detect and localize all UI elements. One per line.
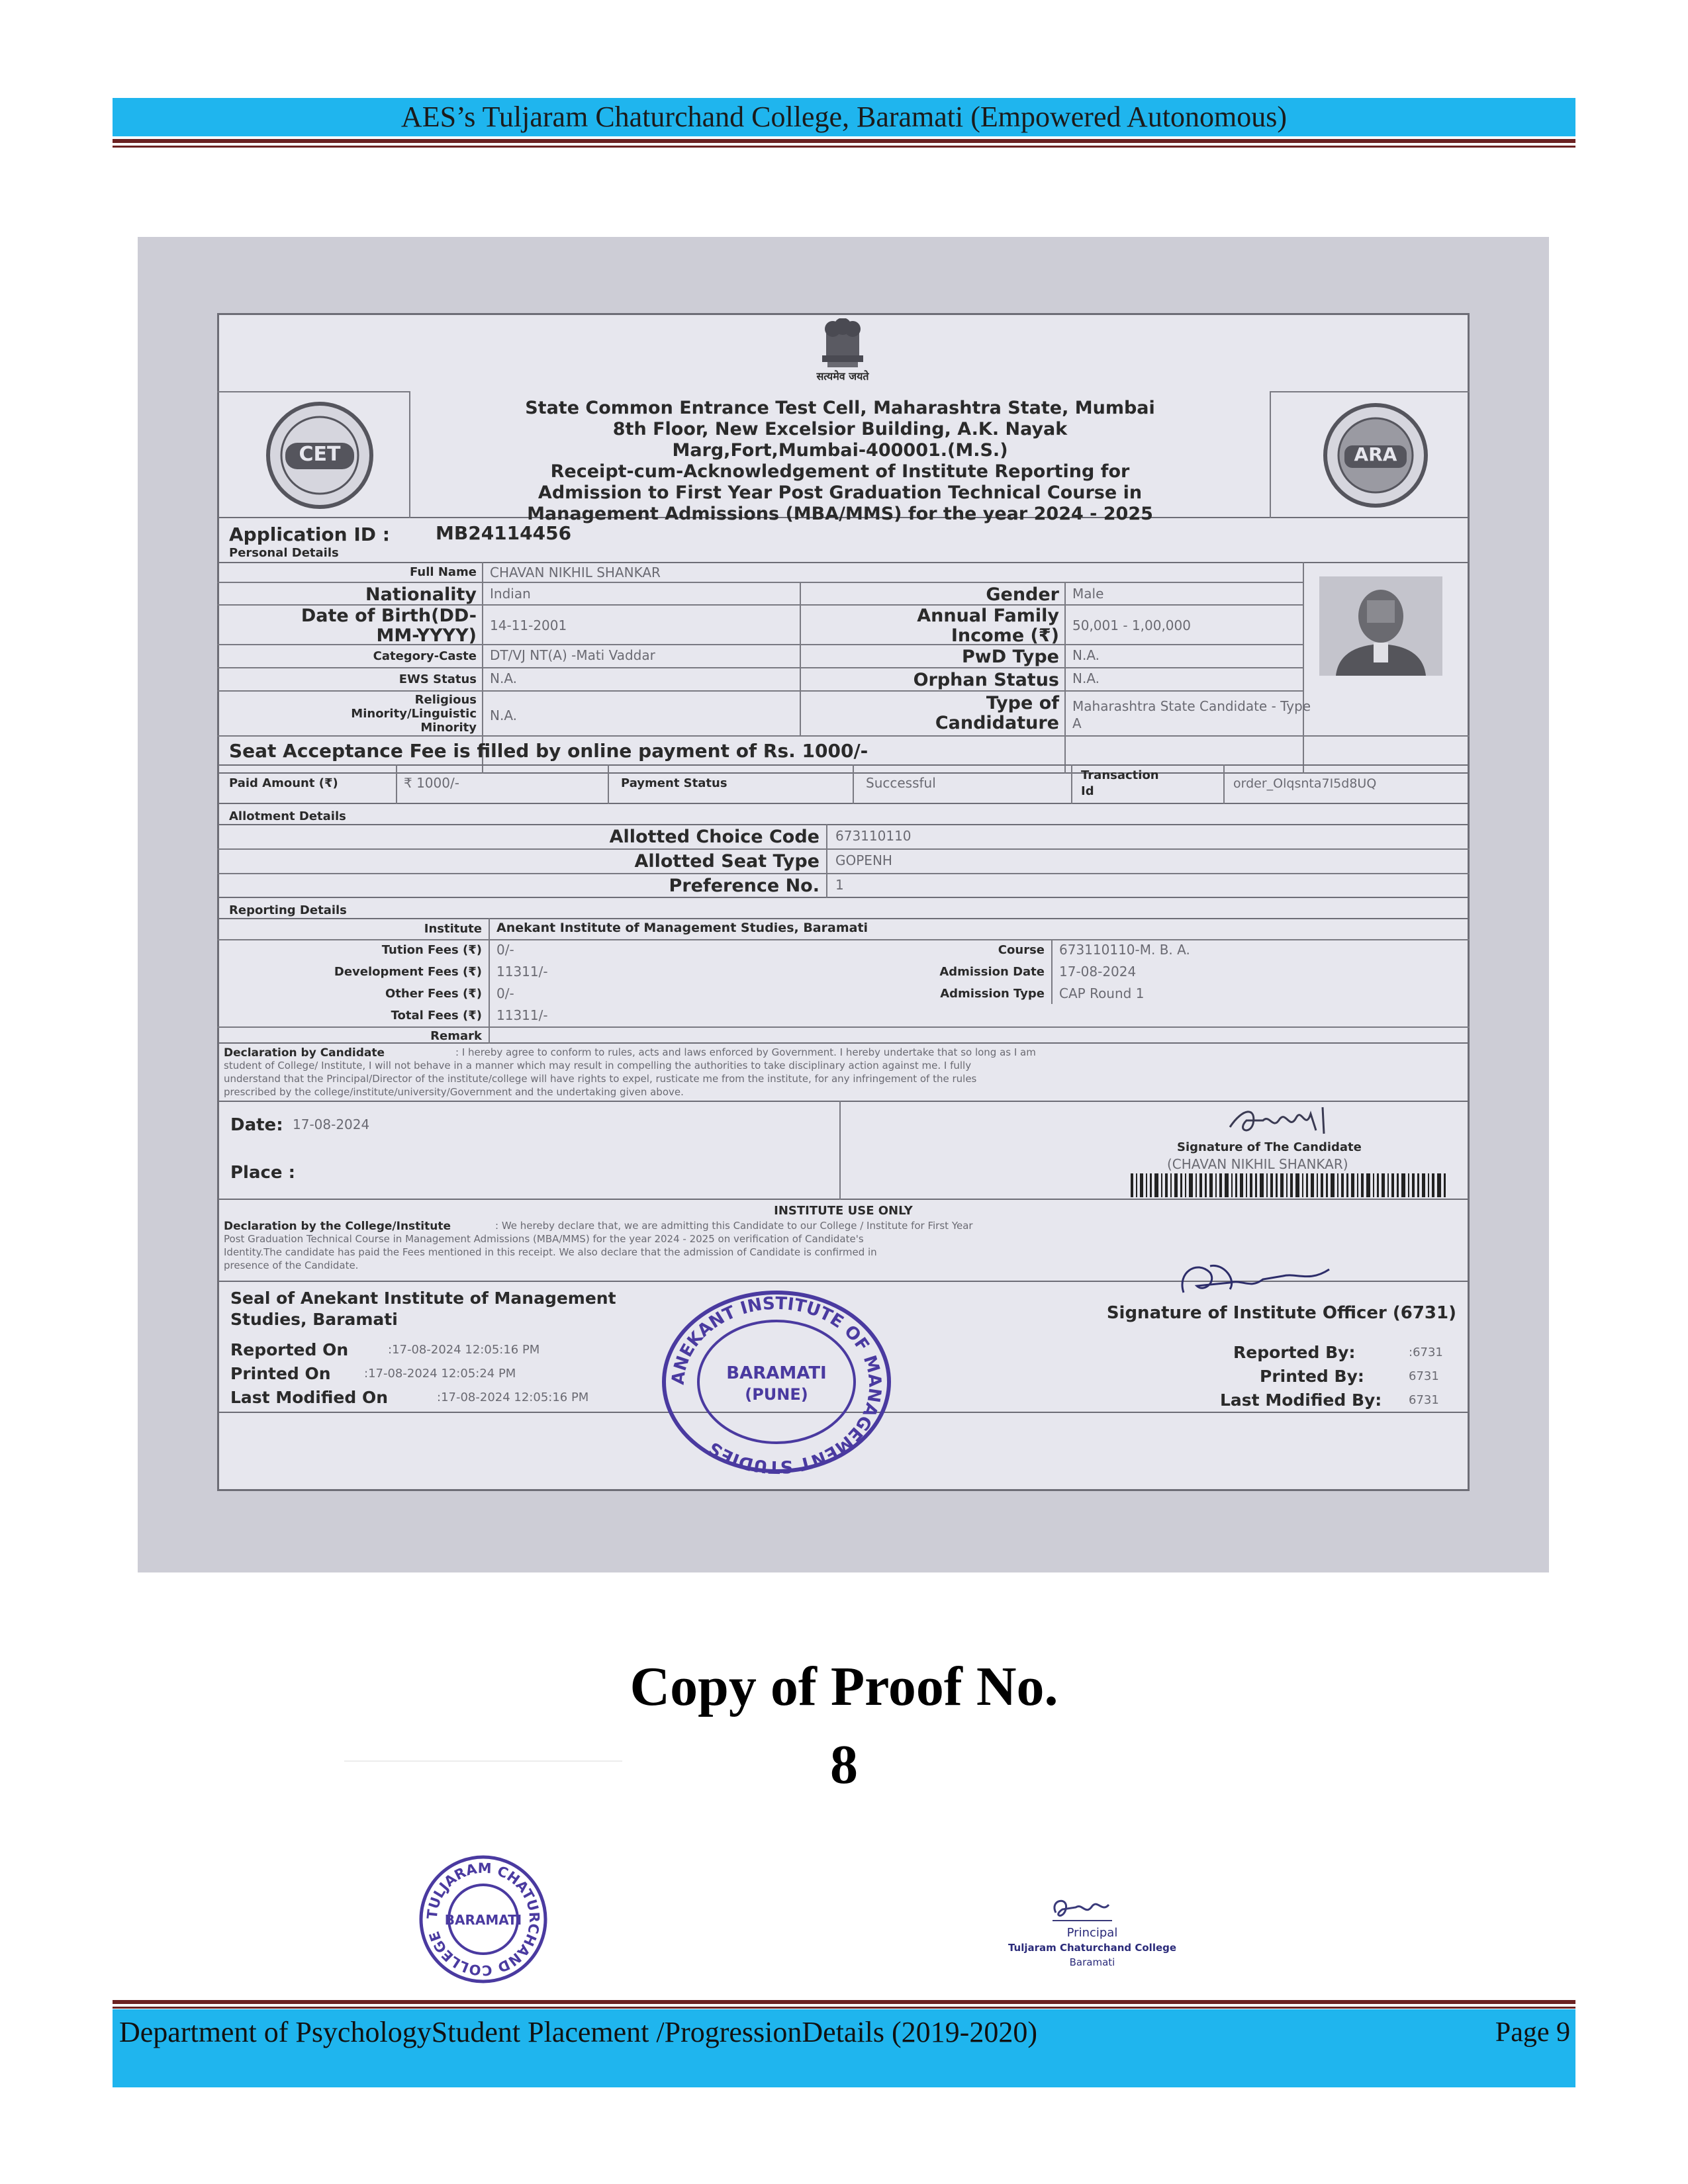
college-declaration-label: Declaration by the College/Institute (224, 1220, 451, 1233)
total-fees-value: 11311/- (496, 1007, 548, 1023)
pwd-value: N.A. (1072, 647, 1100, 663)
other-fees-label: Other Fees (₹) (385, 987, 482, 1001)
full-name-label: Full Name (410, 565, 477, 579)
allotted-code-value: 673110110 (835, 828, 912, 844)
reported-on-value: :17-08-2024 12:05:16 PM (388, 1343, 540, 1357)
candidate-signature-label: Signature of The Candidate (1177, 1140, 1362, 1154)
development-fees-label: Development Fees (₹) (334, 965, 482, 979)
income-label-line-1: Annual Family (917, 606, 1059, 626)
ews-label: EWS Status (399, 672, 477, 686)
payment-status-label: Payment Status (621, 776, 727, 790)
development-fees-value: 11311/- (496, 964, 548, 979)
candidature-value-line-2: A (1072, 715, 1082, 731)
dob-label-line-2: MM-YYYY) (376, 625, 477, 646)
last-modified-by-value: 6731 (1409, 1393, 1439, 1407)
officer-signature (1170, 1253, 1342, 1306)
college-stamp-outer-text: TULJARAM CHATURCHAND COLLEGE (424, 1860, 543, 1979)
category-label: Category-Caste (373, 649, 477, 663)
transaction-id-label-line-2: Id (1081, 784, 1094, 798)
faint-rule (344, 1760, 622, 1762)
header-rule-thin (113, 146, 1575, 148)
reported-by-value: :6731 (1409, 1345, 1443, 1359)
nationality-label: Nationality (365, 584, 477, 605)
payment-status-value: Successful (866, 775, 936, 791)
candidature-label-line-1: Type of (986, 693, 1059, 713)
last-modified-by-label: Last Modified By: (1220, 1390, 1382, 1410)
cet-logo-text: CET (299, 443, 341, 466)
pwd-label: PwD Type (962, 647, 1059, 667)
printed-on-value: :17-08-2024 12:05:24 PM (364, 1367, 516, 1381)
category-value: DT/VJ NT(A) -Mati Vaddar (490, 647, 655, 663)
personal-details-title: Personal Details (229, 546, 339, 560)
printed-by-value: 6731 (1409, 1369, 1439, 1383)
orphan-value: N.A. (1072, 670, 1100, 686)
preference-label: Preference No. (669, 876, 820, 896)
tuition-fees-value: 0/- (496, 942, 514, 958)
printed-by-label: Printed By: (1260, 1367, 1364, 1386)
fee-line: Seat Acceptance Fee is filled by online payment of Rs. 1000/- (229, 740, 868, 762)
allotted-code-label: Allotted Choice Code (609, 827, 820, 847)
scanned-receipt-photo (138, 237, 1549, 1572)
heading-line-1: State Common Entrance Test Cell, Maharashtra State, Mumbai (525, 398, 1155, 418)
allotted-seat-label: Allotted Seat Type (634, 851, 820, 872)
ews-value: N.A. (490, 670, 518, 686)
minority-label-line-2: Minority/Linguistic (351, 707, 477, 721)
paid-amount-label: Paid Amount (₹) (229, 776, 338, 790)
date-label: Date: (230, 1115, 283, 1135)
income-label-line-2: Income (₹) (951, 625, 1059, 646)
admission-date-label: Admission Date (939, 965, 1045, 979)
admission-type-value: CAP Round 1 (1059, 985, 1145, 1001)
candidature-label-line-2: Candidature (935, 713, 1059, 733)
place-label: Place : (230, 1163, 296, 1183)
stamp-outer-text: ANEKANT INSTITUTE OF MANAGEMENT STUDIES (668, 1293, 885, 1477)
allotted-seat-value: GOPENH (835, 852, 892, 868)
dob-value: 14-11-2001 (490, 617, 567, 633)
seal-label-line-1: Seal of Anekant Institute of Management (230, 1289, 616, 1308)
page-header (113, 98, 1575, 136)
college-declaration-line-2: Post Graduation Technical Course in Management Admissions (MBA/MMS) for the year 2024 - 2025 on verification of Candidate's (224, 1233, 864, 1245)
paid-amount-value: ₹ 1000/- (404, 775, 459, 791)
nationality-value: Indian (490, 586, 531, 602)
header-title: AES’s Tuljaram Chaturchand College, Baramati (Empowered Autonomous) (400, 101, 1288, 133)
application-id-value: MB24114456 (436, 522, 572, 544)
ara-logo-text: ARA (1354, 443, 1397, 465)
minority-label-line-1: Religious (414, 693, 477, 707)
college-stamp-inner-text: BARAMATI (444, 1912, 522, 1928)
candidate-declaration-line-1: : I hereby agree to conform to rules, acts and laws enforced by Government. I hereby undertake that so long as I am (455, 1046, 1036, 1058)
transaction-id-label-line-1: Transaction (1081, 768, 1159, 782)
proof-title: Copy of Proof No. (630, 1656, 1058, 1717)
remark-label: Remark (430, 1029, 482, 1043)
heading-line-6: Management Admissions (MBA/MMS) for the year 2024 - 2025 (527, 504, 1153, 524)
institute-use-only: INSTITUTE USE ONLY (774, 1204, 913, 1218)
allotment-title: Allotment Details (229, 809, 346, 823)
principal-place: Baramati (1069, 1956, 1115, 1968)
principal-block (993, 1926, 1192, 1970)
barcode (1131, 1173, 1448, 1197)
preference-value: 1 (835, 877, 844, 893)
footer-department-text: Department of PsychologyStudent Placement /ProgressionDetails (2019-2020) (119, 2016, 1037, 2048)
dob-label-line-1: Date of Birth(DD- (301, 606, 477, 626)
reporting-table (217, 918, 1470, 1044)
footer-rule-thin (113, 2007, 1575, 2009)
candidate-declaration-line-3: understand that the Principal/Director of the institute/college will have rights to expel, rusticate me from the institute, for any infringement of the rules (224, 1073, 977, 1085)
principal-signature (1046, 1893, 1119, 1926)
stamp-inner-line-2: (PUNE) (745, 1385, 808, 1404)
admission-type-label: Admission Type (940, 987, 1045, 1001)
income-value: 50,001 - 1,00,000 (1072, 617, 1191, 633)
transaction-id-value: order_Olqsnta7I5d8UQ (1233, 776, 1377, 791)
college-declaration-line-4: presence of the Candidate. (224, 1259, 359, 1271)
candidate-signature-name: (CHAVAN NIKHIL SHANKAR) (1167, 1156, 1348, 1172)
candidate-declaration-line-2: student of College/ Institute, I will not behave in a manner which may result in compelling the authorities to take disciplinary action against me. I fully (224, 1060, 972, 1071)
total-fees-label: Total Fees (₹) (391, 1009, 482, 1023)
header-rule (113, 139, 1575, 143)
orphan-label: Orphan Status (913, 670, 1059, 690)
gender-value: Male (1072, 586, 1104, 602)
institute-value: Anekant Institute of Management Studies, Baramati (496, 921, 868, 935)
footer-rule (113, 2000, 1575, 2004)
emblem-caption: सत्यमेव जयते (816, 370, 869, 383)
heading-line-5: Admission to First Year Post Graduation Technical Course in (538, 482, 1143, 503)
anekant-institute-stamp (654, 1286, 899, 1478)
footer-page-number: Page 9 (1495, 2017, 1570, 2048)
reporting-title: Reporting Details (229, 903, 347, 917)
heading-line-3: Marg,Fort,Mumbai-400001.(M.S.) (672, 440, 1008, 461)
candidate-declaration-label: Declaration by Candidate (224, 1046, 385, 1060)
college-stamp (417, 1853, 549, 1985)
date-value: 17-08-2024 (293, 1116, 370, 1132)
candidate-signature (1223, 1094, 1342, 1147)
reported-on-label: Reported On (230, 1340, 349, 1359)
last-modified-on-label: Last Modified On (230, 1388, 388, 1407)
course-value: 673110110-M. B. A. (1059, 942, 1190, 958)
candidate-declaration-line-4: prescribed by the college/institute/university/Government and the undertaking given above. (224, 1086, 684, 1098)
printed-on-label: Printed On (230, 1364, 331, 1383)
principal-title: Principal (1066, 1926, 1118, 1940)
receipt (217, 313, 1470, 1491)
stamp-inner-line-1: BARAMATI (726, 1363, 827, 1383)
minority-value: N.A. (490, 707, 518, 723)
proof-number: 8 (830, 1734, 858, 1796)
full-name-value: CHAVAN NIKHIL SHANKAR (490, 565, 661, 580)
reported-by-label: Reported By: (1233, 1343, 1356, 1362)
minority-label-line-3: Minority (420, 721, 477, 735)
principal-college: Tuljaram Chaturchand College (1008, 1942, 1177, 1954)
college-declaration-line-3: Identity.The candidate has paid the Fees mentioned in this receipt. We also declare that the admission of Candidate is confirmed in (224, 1246, 877, 1258)
candidate-photo (1319, 576, 1442, 676)
last-modified-on-value: :17-08-2024 12:05:16 PM (437, 1390, 589, 1404)
officer-signature-label: Signature of Institute Officer (6731) (1106, 1303, 1456, 1323)
candidature-value-line-1: Maharashtra State Candidate - Type (1072, 698, 1311, 714)
seal-label-line-2: Studies, Baramati (230, 1310, 398, 1329)
institute-label: Institute (424, 922, 482, 936)
gender-label: Gender (986, 584, 1059, 605)
course-label: Course (998, 943, 1045, 957)
college-declaration-line-1: : We hereby declare that, we are admitting this Candidate to our College / Institute for First Year (495, 1220, 973, 1232)
admission-date-value: 17-08-2024 (1059, 964, 1137, 979)
heading-line-2: 8th Floor, New Excelsior Building, A.K. Nayak (612, 419, 1068, 439)
application-id-label: Application ID : (229, 523, 390, 545)
other-fees-value: 0/- (496, 985, 514, 1001)
heading-line-4: Receipt-cum-Acknowledgement of Institute Reporting for (550, 461, 1130, 482)
tuition-fees-label: Tution Fees (₹) (381, 943, 482, 957)
